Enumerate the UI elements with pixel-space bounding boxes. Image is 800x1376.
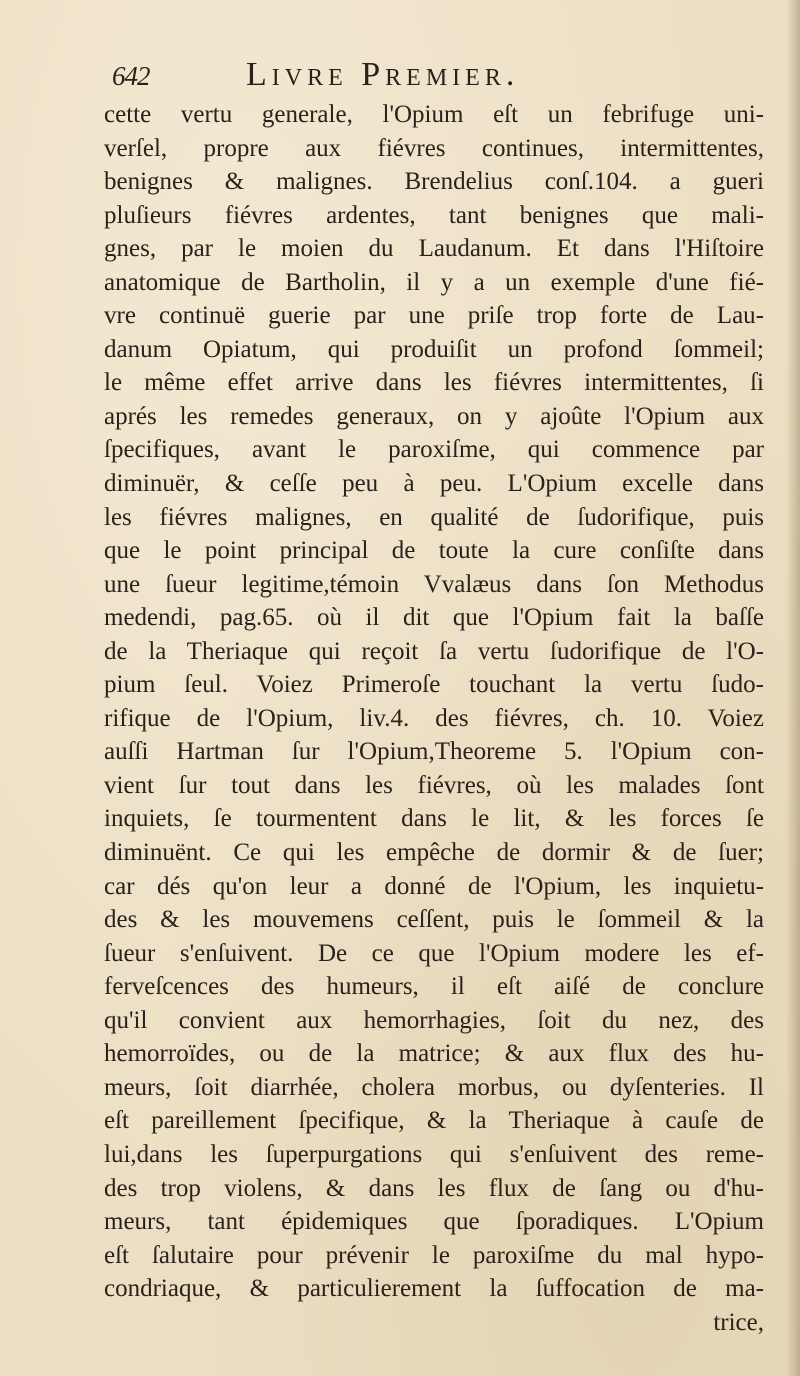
text-line: eſt ſalutaire pour prévenir le paroxiſme du mal hypo- xyxy=(104,1241,764,1269)
text-line: gnes, par le moien du Laudanum. Et dans l'Hiſtoire xyxy=(104,235,764,263)
text-line: rifique de l'Opium, liv.4. des fiévres, ch. 10. Voiez xyxy=(104,704,764,732)
text-line: meurs, ſoit diarrhée, cholera morbus, ou dyſenteries. Il xyxy=(104,1073,764,1101)
text-line: trice, xyxy=(713,1308,764,1336)
text-line: benignes & malignes. Brendelius conſ.104. a gueri xyxy=(104,168,764,196)
text-line: le même effet arrive dans les fiévres intermittentes, ſi xyxy=(104,369,764,397)
text-line: verſel, propre aux fiévres continues, intermittentes, xyxy=(104,134,764,162)
text-line: danum Opiatum, qui produiſit un profond ſommeil; xyxy=(104,335,764,363)
text-line: medendi, pag.65. où il dit que l'Opium fait la baſſe xyxy=(104,604,764,632)
text-line: que le point principal de toute la cure conſiſte dans xyxy=(104,537,764,565)
text-line: anatomique de Bartholin, il y a un exemple d'une fié- xyxy=(104,268,764,296)
text-line: car dés qu'on leur a donné de l'Opium, les inquietu- xyxy=(104,872,764,900)
text-line: aprés les remedes generaux, on y ajoûte l'Opium aux xyxy=(104,402,764,430)
text-line: diminuër, & ceſſe peu à peu. L'Opium excelle dans xyxy=(104,470,764,498)
running-title: Livre Premier. xyxy=(246,56,520,93)
text-line: cette vertu generale, l'Opium eſt un febrifuge uni- xyxy=(104,101,764,128)
text-line: une ſueur legitime,témoin Vvalæus dans ſon Methodus xyxy=(104,570,764,598)
text-line: lui,dans les ſuperpurgations qui s'enſuivent des reme- xyxy=(104,1140,764,1168)
text-line: qu'il convient aux hemorrhagies, ſoit du nez, des xyxy=(104,1006,764,1034)
page-header xyxy=(112,56,712,96)
page-edge-shadow xyxy=(786,0,800,1376)
page-number: 642 xyxy=(112,61,150,91)
text-line: auſſi Hartman ſur l'Opium,Theoreme 5. l'Opium con- xyxy=(104,738,764,766)
text-line: hemorroïdes, ou de la matrice; & aux flux des hu- xyxy=(104,1040,764,1068)
text-line: vient ſur tout dans les fiévres, où les malades ſont xyxy=(104,771,764,799)
text-line: eſt pareillement ſpecifique, & la Theriaque à cauſe de xyxy=(104,1107,764,1135)
text-line: de la Theriaque qui reçoit ſa vertu ſudorifique de l'O- xyxy=(104,637,764,665)
text-line: des & les mouvemens ceſſent, puis le ſommeil & la xyxy=(104,906,764,934)
text-line: des trop violens, & dans les flux de ſang ou d'hu- xyxy=(104,1174,764,1202)
text-line: ſpecifiques, avant le paroxiſme, qui commence par xyxy=(104,436,764,464)
text-line: ſueur s'enſuivent. De ce que l'Opium modere les ef- xyxy=(104,939,764,967)
text-line: vre continuë guerie par une priſe trop forte de Lau- xyxy=(104,302,764,330)
text-line: inquiets, ſe tourmentent dans le lit, & les forces ſe xyxy=(104,805,764,833)
text-line: les fiévres malignes, en qualité de ſudorifique, puis xyxy=(104,503,764,531)
text-line: ferveſcences des humeurs, il eſt aiſé de conclure xyxy=(104,973,764,1001)
text-line: pium ſeul. Voiez Primeroſe touchant la vertu ſudo- xyxy=(104,671,764,699)
text-line: condriaque, & particulierement la ſuffocation de ma- xyxy=(104,1275,764,1303)
text-line: meurs, tant épidemiques que ſporadiques. L'Opium xyxy=(104,1208,764,1236)
body-text xyxy=(104,98,764,1339)
text-line: diminuënt. Ce qui les empêche de dormir & de ſuer; xyxy=(104,839,764,867)
text-line: pluſieurs fiévres ardentes, tant benignes que mali- xyxy=(104,201,764,229)
